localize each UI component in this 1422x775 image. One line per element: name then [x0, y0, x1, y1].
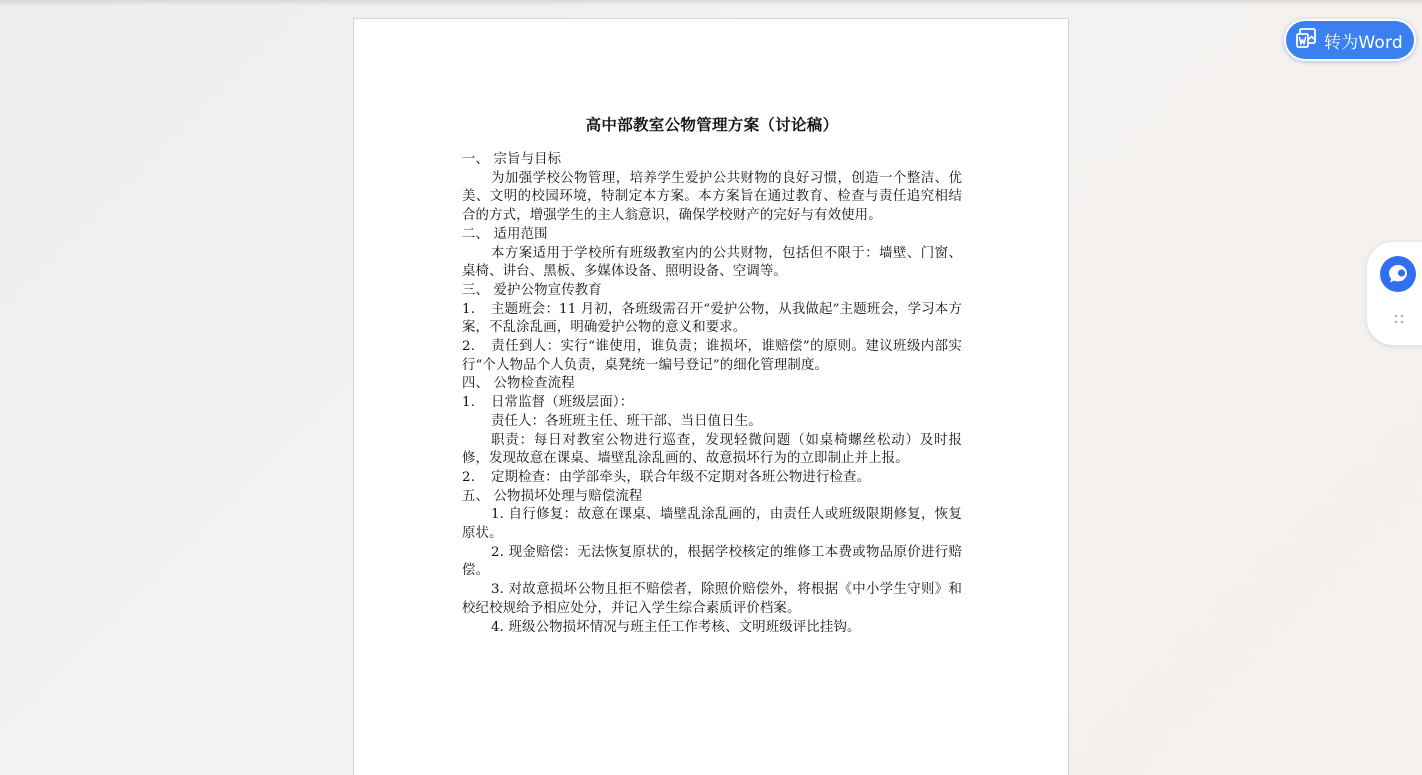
list-text: 责任到人：实行“谁使用，谁负责；谁损坏，谁赔偿”的原则。建议班级内部实行“个人物品个人负责，桌凳统一编号登记”的细化管理制度。: [462, 339, 962, 373]
section-3-item-2: [462, 338, 962, 375]
section-5-paragraph-2: 2. 现金赔偿：无法恢复原状的，根据学校核定的维修工本费或物品原价进行赔偿。: [462, 544, 962, 579]
section-heading-5: 五、 公物损坏处理与赔偿流程: [462, 488, 643, 504]
section-3-item-1: [462, 301, 962, 338]
list-text: 定期检查：由学部牵头，联合年级不定期对各班公物进行检查。: [491, 469, 871, 485]
section-heading-1: 一、 宗旨与目标: [462, 152, 562, 167]
section-heading-3: 三、 爱护公物宣传教育: [462, 282, 602, 298]
document-title: 高中部教室公物管理方案（讨论稿）: [585, 115, 839, 134]
convert-to-word-button[interactable]: [1284, 19, 1416, 61]
side-assistant-panel: [1367, 242, 1422, 345]
convert-to-word-label: 转为Word: [1324, 32, 1403, 53]
section-4-item-1: [462, 394, 962, 413]
list-text: 日常监督（班级层面）：: [491, 395, 634, 411]
section-5-paragraph-1: 1. 自行修复：故意在课桌、墙壁乱涂乱画的，由责任人或班级限期修复，恢复原状。: [462, 507, 962, 542]
list-number: 2.: [462, 339, 476, 355]
list-text: 主题班会：11 月初，各班级需召开“爱护公物，从我做起”主题班会，学习本方案，不乱涂乱画，明确爱护公物的意义和要求。: [462, 301, 962, 336]
section-heading-2: 二、 适用范围: [462, 226, 548, 242]
document-content: [462, 113, 962, 637]
drag-handle-icon[interactable]: [1393, 310, 1405, 322]
chat-bubble-icon[interactable]: [1380, 256, 1416, 292]
list-number: 2.: [462, 469, 476, 485]
section-heading-4: 四、 公物检查流程: [462, 376, 575, 392]
section-4-item-2: [462, 469, 962, 488]
top-shadow: [0, 0, 1422, 6]
section-5-paragraph-3: 3. 对故意损坏公物且拒不赔偿者，除照价赔偿外，将根据《中小学生守则》和校纪校规给予相应处分，并记入学生综合素质评价档案。: [462, 582, 962, 616]
section-5-paragraph-4: 4. 班级公物损坏情况与班主任工作考核、文明班级评比挂钩。: [491, 619, 861, 635]
list-number: 1.: [462, 301, 476, 317]
list-number: 1.: [462, 395, 476, 411]
document-page: [353, 18, 1069, 775]
section-1-paragraph: 为加强学校公物管理，培养学生爱护公共财物的良好习惯，创造一个整洁、优美、文明的校园环境，特制定本方案。本方案旨在通过教育、检查与责任追究相结合的方式，增强学生的主人翁意识，确保学校财产的完好与有效使用。: [462, 170, 962, 224]
section-4-duties: 职责：每日对教室公物进行巡查，发现轻微问题（如桌椅螺丝松动）及时报修，发现故意在课桌、墙壁乱涂乱画的、故意损坏行为的立即制止并上报。: [462, 432, 962, 467]
section-4-responsible: 责任人：各班班主任、班干部、当日值日生。: [491, 413, 762, 429]
convert-to-word-icon: [1295, 26, 1319, 55]
section-2-paragraph: 本方案适用于学校所有班级教室内的公共财物，包括但不限于：墙壁、门窗、桌椅、讲台、黑板、多媒体设备、照明设备、空调等。: [462, 245, 962, 280]
